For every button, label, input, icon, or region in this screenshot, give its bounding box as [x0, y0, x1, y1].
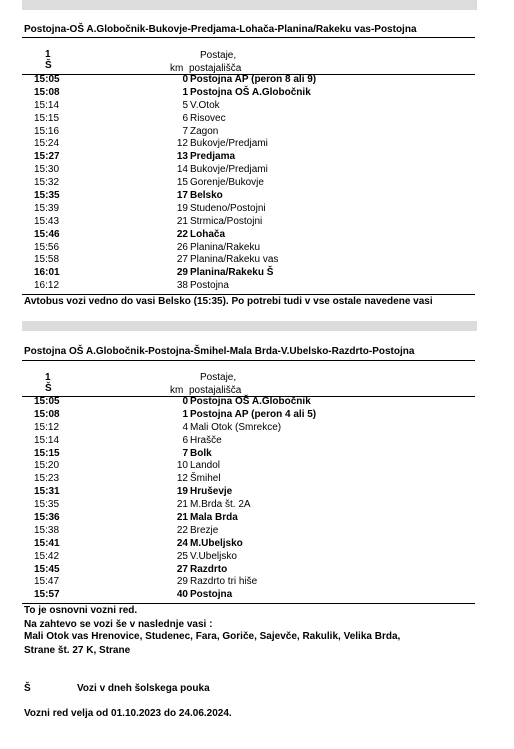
- km-value: 4: [182, 421, 188, 433]
- departure-time: 15:36: [34, 512, 60, 524]
- table-row: [0, 422, 514, 435]
- departure-time: 15:58: [34, 254, 60, 266]
- stop-name: Postojna: [190, 589, 233, 601]
- departure-time: 15:31: [34, 486, 60, 498]
- stop-name: Šmihel: [190, 473, 221, 485]
- stop-name: Bukovje/Predjami: [190, 138, 268, 150]
- table-row: [0, 216, 514, 229]
- table-row: [0, 409, 514, 422]
- stop-name: Zagon: [190, 125, 219, 137]
- km-value: 17: [176, 190, 188, 202]
- table-row: [0, 525, 514, 538]
- km-value: 1: [182, 408, 188, 420]
- timetable-1-title: Postojna-OŠ A.Globočnik-Bukovje-Predjama-Lohača-Planina/Rakeku vas-Postojna: [24, 24, 417, 35]
- departure-time: 15:05: [34, 396, 60, 407]
- timetable-1-title-rule: [22, 37, 475, 38]
- stop-name: Bolk: [190, 447, 212, 459]
- km-value: 7: [182, 125, 188, 137]
- table-row: [0, 113, 514, 126]
- km-value: 6: [182, 434, 188, 446]
- timetable-1-note: Avtobus vozi vedno do vasi Belsko (15:35). Po potrebi tudi v vse ostale navedene vasi: [24, 296, 433, 307]
- stop-name: Belsko: [190, 190, 223, 202]
- stop-name: Planina/Rakeku Š: [190, 267, 274, 279]
- km-value: 19: [176, 202, 188, 214]
- departure-time: 15:47: [34, 576, 60, 588]
- km-value: 1: [182, 86, 188, 98]
- km-value: 38: [176, 280, 188, 292]
- timetable-2-note-2: Na zahtevo se vozi še v naslednje vasi :: [24, 619, 213, 630]
- departure-time: 15:15: [34, 447, 60, 459]
- km-value: 7: [182, 447, 188, 459]
- stop-name: Studeno/Postojni: [190, 202, 266, 214]
- stop-name: Strmica/Postojni: [190, 215, 263, 227]
- departure-time: 15:56: [34, 241, 60, 253]
- table-row: [0, 499, 514, 512]
- table-row: [0, 229, 514, 242]
- table-row: [0, 242, 514, 255]
- stop-name: Postojna AP (peron 4 ali 5): [190, 408, 317, 420]
- table-row: [0, 100, 514, 113]
- km-value: 0: [182, 396, 188, 407]
- km-value: 24: [176, 537, 188, 549]
- table-row: [0, 164, 514, 177]
- legend-symbol: Š: [24, 683, 31, 694]
- departure-time: 15:23: [34, 473, 60, 485]
- table-row: [0, 267, 514, 280]
- table-row: [0, 280, 514, 293]
- timetable-2-km-header: km: [170, 385, 184, 396]
- stop-name: Postojna OŠ A.Globočnik: [190, 396, 311, 407]
- stop-name: Mala Brda: [190, 512, 238, 524]
- table-row: [0, 396, 514, 409]
- table-row: [0, 190, 514, 203]
- departure-time: 15:32: [34, 177, 60, 189]
- departure-time: 15:41: [34, 537, 60, 549]
- table-row: [0, 74, 514, 87]
- top-gray-band: [22, 0, 477, 10]
- timetable-1-trip-number: 1: [45, 49, 51, 60]
- timetable-1-rows: [0, 74, 514, 293]
- timetable-1-km-header: km: [170, 63, 184, 74]
- table-row: [0, 473, 514, 486]
- table-row: [0, 589, 514, 602]
- table-row: [0, 203, 514, 216]
- departure-time: 16:01: [34, 267, 60, 279]
- timetable-1-trip-mark: Š: [45, 60, 52, 71]
- km-value: 19: [176, 486, 188, 498]
- departure-time: 16:12: [34, 280, 60, 292]
- table-row: [0, 138, 514, 151]
- departure-time: 15:14: [34, 434, 60, 446]
- table-row: [0, 564, 514, 577]
- stop-name: M.Ubeljsko: [190, 537, 243, 549]
- stop-name: Postojna: [190, 280, 229, 292]
- km-value: 27: [176, 563, 188, 575]
- timetable-2-stops-header: Postaje,: [200, 372, 237, 383]
- stop-name: Hrašče: [190, 434, 222, 446]
- timetable-2-rows: [0, 396, 514, 602]
- timetable-2-note-3: Mali Otok vas Hrenovice, Studenec, Fara, Goriče, Sajevče, Rakulik, Velika Brda,: [24, 631, 401, 642]
- stop-name: Risovec: [190, 112, 226, 124]
- stop-name: M.Brda št. 2A: [190, 499, 251, 511]
- timetable-2-title-rule: [22, 360, 475, 361]
- timetable-1-stops-header-2: postajališča: [189, 63, 242, 74]
- table-row: [0, 460, 514, 473]
- timetable-1-bottom-rule: [22, 294, 475, 295]
- stop-name: Predjama: [190, 151, 236, 163]
- departure-time: 15:20: [34, 460, 60, 472]
- table-row: [0, 87, 514, 100]
- table-row: [0, 126, 514, 139]
- table-row: [0, 254, 514, 267]
- timetable-1-stops-header: Postaje,: [200, 50, 237, 61]
- km-value: 15: [176, 177, 188, 189]
- km-value: 22: [176, 524, 188, 536]
- table-row: [0, 576, 514, 589]
- stop-name: Postojna AP (peron 8 ali 9): [190, 74, 317, 85]
- departure-time: 15:08: [34, 408, 60, 420]
- departure-time: 15:43: [34, 215, 60, 227]
- stop-name: Gorenje/Bukovje: [190, 177, 264, 189]
- table-row: [0, 551, 514, 564]
- table-row: [0, 486, 514, 499]
- departure-time: 15:30: [34, 164, 60, 176]
- stop-name: Planina/Rakeku vas: [190, 254, 279, 266]
- departure-time: 15:57: [34, 589, 60, 601]
- km-value: 21: [176, 499, 188, 511]
- km-value: 12: [176, 473, 188, 485]
- km-value: 5: [182, 99, 188, 111]
- stop-name: Hruševje: [190, 486, 233, 498]
- table-row: [0, 435, 514, 448]
- table-row: [0, 538, 514, 551]
- stop-name: V.Otok: [190, 99, 220, 111]
- stop-name: Razdrto: [190, 563, 228, 575]
- departure-time: 15:42: [34, 550, 60, 562]
- km-value: 13: [176, 151, 188, 163]
- km-value: 27: [176, 254, 188, 266]
- table-row: [0, 448, 514, 461]
- km-value: 26: [176, 241, 188, 253]
- km-value: 22: [176, 228, 188, 240]
- legend-text: Vozi v dneh šolskega pouka: [77, 683, 210, 694]
- departure-time: 15:05: [34, 74, 60, 85]
- timetable-2-trip-number: 1: [45, 372, 51, 383]
- departure-time: 15:24: [34, 138, 60, 150]
- km-value: 14: [176, 164, 188, 176]
- timetable-2-stops-header-2: postajališča: [189, 385, 242, 396]
- departure-time: 15:16: [34, 125, 60, 137]
- stop-name: Bukovje/Predjami: [190, 164, 268, 176]
- separator-gray-band: [22, 321, 477, 331]
- validity-period: Vozni red velja od 01.10.2023 do 24.06.2024.: [24, 708, 232, 719]
- departure-time: 15:27: [34, 151, 60, 163]
- km-value: 29: [176, 576, 188, 588]
- stop-name: Lohača: [190, 228, 226, 240]
- stop-name: Landol: [190, 460, 221, 472]
- km-value: 25: [176, 550, 188, 562]
- km-value: 12: [176, 138, 188, 150]
- timetable-2-title: Postojna OŠ A.Globočnik-Postojna-Šmihel-Mala Brda-V.Ubelsko-Razdrto-Postojna: [24, 346, 415, 357]
- timetable-2-note-4: Strane št. 27 K, Strane: [24, 645, 131, 656]
- km-value: 21: [176, 215, 188, 227]
- departure-time: 15:46: [34, 228, 60, 240]
- departure-time: 15:15: [34, 112, 60, 124]
- km-value: 29: [176, 267, 188, 279]
- departure-time: 15:35: [34, 499, 60, 511]
- table-row: [0, 151, 514, 164]
- departure-time: 15:38: [34, 524, 60, 536]
- departure-time: 15:14: [34, 99, 60, 111]
- departure-time: 15:08: [34, 86, 60, 98]
- stop-name: Postojna OŠ A.Globočnik: [190, 86, 311, 98]
- departure-time: 15:39: [34, 202, 60, 214]
- table-row: [0, 177, 514, 190]
- table-row: [0, 512, 514, 525]
- stop-name: Mali Otok (Smrekce): [190, 421, 282, 433]
- timetable-2-note-1: To je osnovni vozni red.: [24, 605, 138, 616]
- km-value: 6: [182, 112, 188, 124]
- km-value: 21: [176, 512, 188, 524]
- km-value: 0: [182, 74, 188, 85]
- km-value: 10: [176, 460, 188, 472]
- stop-name: V.Ubeljsko: [190, 550, 237, 562]
- timetable-2-bottom-rule: [22, 603, 475, 604]
- timetable-2-trip-mark: Š: [45, 383, 52, 394]
- departure-time: 15:45: [34, 563, 60, 575]
- departure-time: 15:35: [34, 190, 60, 202]
- stop-name: Brezje: [190, 524, 219, 536]
- departure-time: 15:12: [34, 421, 60, 433]
- stop-name: Planina/Rakeku: [190, 241, 261, 253]
- stop-name: Razdrto tri hiše: [190, 576, 258, 588]
- km-value: 40: [176, 589, 188, 601]
